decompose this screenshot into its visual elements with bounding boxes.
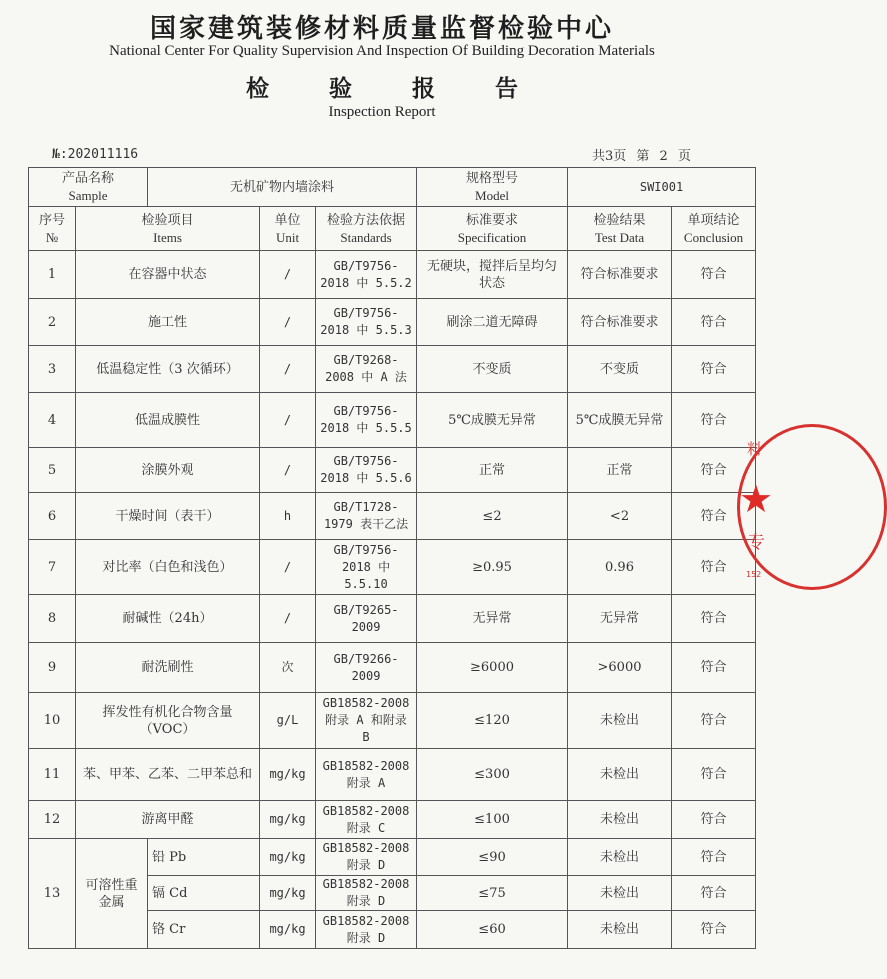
standard-cell: GB/T9265-2009 [316, 595, 417, 643]
col-std-en: Standards [340, 229, 392, 245]
result-cell: 0.96 [568, 540, 672, 595]
conclusion-cell: 符合 [672, 876, 756, 911]
row-no-cell: 9 [29, 643, 76, 693]
unit-cell: / [260, 251, 316, 299]
unit-cell: / [260, 299, 316, 346]
item-cell: 低温成膜性 [76, 393, 260, 448]
result-cell: 符合标准要求 [568, 299, 672, 346]
sub-item-cell: 铅 Pb [148, 839, 260, 876]
seal-char-bottom: 专 [747, 532, 765, 553]
col-item-header [76, 207, 260, 251]
unit-cell: / [260, 393, 316, 448]
seal-digits: 152 [746, 570, 762, 579]
group-item-cell: 可溶性重金属 [76, 839, 148, 949]
standard-cell: GB/T9756-2018 中 5.5.6 [316, 448, 417, 493]
spec-cell: 5℃成膜无异常 [417, 393, 568, 448]
col-unit-en: Unit [275, 229, 300, 245]
col-unit-header [260, 207, 316, 251]
table-row [29, 693, 756, 749]
spec-cell: ≤2 [417, 493, 568, 540]
conclusion-cell: 符合 [672, 643, 756, 693]
conclusion-cell: 符合 [672, 393, 756, 448]
item-cell: 耐洗刷性 [76, 643, 260, 693]
table-row [29, 839, 756, 876]
inspection-table [28, 167, 756, 949]
seal-char-top: 料 [747, 440, 763, 458]
unit-cell: / [260, 595, 316, 643]
unit-cell: 次 [260, 643, 316, 693]
col-result-cn: 检验结果 [593, 212, 646, 228]
report-title-cn: 检 验 报 告 [245, 75, 545, 102]
sample-name-value: 无机矿物内墙涂料 [148, 168, 417, 207]
conclusion-cell: 符合 [672, 749, 756, 801]
conclusion-cell: 符合 [672, 595, 756, 643]
result-cell: 未检出 [568, 911, 672, 949]
item-cell: 对比率（白色和浅色） [76, 540, 260, 595]
row-no-cell: 10 [29, 693, 76, 749]
result-cell: 未检出 [568, 749, 672, 801]
unit-cell: mg/kg [260, 749, 316, 801]
item-cell: 干燥时间（表干） [76, 493, 260, 540]
standard-cell: GB/T9266-2009 [316, 643, 417, 693]
org-name-en: National Center For Quality Supervision And Inspection Of Building Decoration Materials [109, 43, 655, 59]
column-header-row [29, 207, 756, 251]
item-cell: 游离甲醛 [76, 801, 260, 839]
sample-label-cn: 产品名称 [62, 171, 115, 186]
spec-cell: 正常 [417, 448, 568, 493]
item-cell: 耐碱性（24h） [76, 595, 260, 643]
conclusion-cell: 符合 [672, 911, 756, 949]
sample-label-cell [29, 168, 148, 207]
spec-cell: ≤60 [417, 911, 568, 949]
result-cell: 无异常 [568, 595, 672, 643]
spec-cell: ≤100 [417, 801, 568, 839]
col-result-en: Test Data [594, 229, 645, 245]
col-item-en: Items [153, 229, 182, 245]
report-number: №:202011116 [52, 147, 139, 162]
col-spec-header [417, 207, 568, 251]
standard-cell: GB18582-2008 附录 D [316, 839, 417, 876]
result-cell: 未检出 [568, 876, 672, 911]
standard-cell: GB18582-2008 附录 A 和附录 B [316, 693, 417, 749]
page-info: 共3页 第 2 页 [592, 149, 691, 164]
conclusion-cell: 符合 [672, 346, 756, 393]
standard-cell: GB/T9756-2018 中 5.5.2 [316, 251, 417, 299]
row-no-cell: 8 [29, 595, 76, 643]
unit-cell: / [260, 540, 316, 595]
unit-cell: h [260, 493, 316, 540]
conclusion-cell: 符合 [672, 801, 756, 839]
item-cell: 在容器中状态 [76, 251, 260, 299]
table-row [29, 393, 756, 448]
unit-cell: mg/kg [260, 801, 316, 839]
seal-stamp [737, 424, 774, 590]
row-no-cell: 13 [29, 839, 76, 949]
table-row [29, 448, 756, 493]
item-cell: 低温稳定性（3 次循环） [76, 346, 260, 393]
table-row [29, 251, 756, 299]
model-label-cn: 规格型号 [466, 171, 519, 186]
spec-cell: ≤75 [417, 876, 568, 911]
col-spec-en: Specification [457, 229, 527, 245]
result-cell: <2 [568, 493, 672, 540]
col-std-header [316, 207, 417, 251]
result-cell: 5℃成膜无异常 [568, 393, 672, 448]
table-row [29, 595, 756, 643]
standard-cell: GB/T9756-2018 中 5.5.3 [316, 299, 417, 346]
spec-cell: 不变质 [417, 346, 568, 393]
unit-cell: / [260, 346, 316, 393]
col-no-header [29, 207, 76, 251]
col-no-cn: 序号 [38, 212, 65, 228]
standard-cell: GB18582-2008 附录 C [316, 801, 417, 839]
org-name-cn: 国家建筑装修材料质量监督检验中心 [149, 14, 614, 44]
spec-cell: ≤90 [417, 839, 568, 876]
unit-cell: mg/kg [260, 839, 316, 876]
row-no-cell: 6 [29, 493, 76, 540]
spec-cell: ≥0.95 [417, 540, 568, 595]
unit-cell: g/L [260, 693, 316, 749]
unit-cell: mg/kg [260, 876, 316, 911]
item-cell: 苯、甲苯、乙苯、二甲苯总和 [76, 749, 260, 801]
conclusion-cell: 符合 [672, 299, 756, 346]
table-row [29, 346, 756, 393]
row-no-cell: 4 [29, 393, 76, 448]
report-title-en: Inspection Report [328, 104, 436, 120]
unit-cell: mg/kg [260, 911, 316, 949]
table-row [29, 749, 756, 801]
row-no-cell: 2 [29, 299, 76, 346]
model-label-en: Model [475, 188, 509, 203]
table-row [29, 299, 756, 346]
item-cell: 涂膜外观 [76, 448, 260, 493]
result-cell: 未检出 [568, 693, 672, 749]
conclusion-cell: 符合 [672, 540, 756, 595]
standard-cell: GB18582-2008 附录 A [316, 749, 417, 801]
result-cell: 符合标准要求 [568, 251, 672, 299]
sample-row [29, 168, 756, 207]
row-no-cell: 7 [29, 540, 76, 595]
spec-cell: 无硬块，搅拌后呈均匀状态 [417, 251, 568, 299]
item-cell: 施工性 [76, 299, 260, 346]
standard-cell: GB/T9756-2018 中 5.5.5 [316, 393, 417, 448]
row-no-cell: 3 [29, 346, 76, 393]
conclusion-cell: 符合 [672, 493, 756, 540]
standard-cell: GB18582-2008 附录 D [316, 911, 417, 949]
spec-cell: ≤120 [417, 693, 568, 749]
col-conc-en: Conclusion [683, 229, 744, 245]
spec-cell: 无异常 [417, 595, 568, 643]
star-icon: ★ [739, 477, 774, 521]
table-row [29, 801, 756, 839]
col-spec-cn: 标准要求 [466, 212, 519, 228]
col-item-cn: 检验项目 [141, 212, 194, 228]
standard-cell: GB/T1728-1979 表干乙法 [316, 493, 417, 540]
standard-cell: GB18582-2008 附录 D [316, 876, 417, 911]
spec-cell: ≥6000 [417, 643, 568, 693]
unit-cell: / [260, 448, 316, 493]
conclusion-cell: 符合 [672, 693, 756, 749]
table-row [29, 540, 756, 595]
col-std-cn: 检验方法依据 [327, 212, 406, 228]
standard-cell: GB/T9268-2008 中 A 法 [316, 346, 417, 393]
result-cell: 正常 [568, 448, 672, 493]
sub-item-cell: 铬 Cr [148, 911, 260, 949]
col-result-header [568, 207, 672, 251]
result-cell: >6000 [568, 643, 672, 693]
sub-item-cell: 镉 Cd [148, 876, 260, 911]
result-cell: 未检出 [568, 839, 672, 876]
spec-cell: 刷涂二道无障碍 [417, 299, 568, 346]
table-row [29, 493, 756, 540]
row-no-cell: 1 [29, 251, 76, 299]
result-cell: 未检出 [568, 801, 672, 839]
conclusion-cell: 符合 [672, 839, 756, 876]
conclusion-cell: 符合 [672, 251, 756, 299]
spec-cell: ≤300 [417, 749, 568, 801]
model-label-cell [417, 168, 568, 207]
standard-cell: GB/T9756-2018 中 5.5.10 [316, 540, 417, 595]
row-no-cell: 12 [29, 801, 76, 839]
col-conc-cn: 单项结论 [687, 212, 740, 228]
result-cell: 不变质 [568, 346, 672, 393]
col-conc-header [672, 207, 756, 251]
col-unit-cn: 单位 [274, 212, 301, 228]
conclusion-cell: 符合 [672, 448, 756, 493]
table-row [29, 643, 756, 693]
col-no-en: № [45, 229, 59, 245]
item-cell: 挥发性有机化合物含量（VOC） [76, 693, 260, 749]
row-no-cell: 5 [29, 448, 76, 493]
model-value: SWI001 [568, 168, 756, 207]
sample-label-en: Sample [68, 188, 108, 203]
row-no-cell: 11 [29, 749, 76, 801]
